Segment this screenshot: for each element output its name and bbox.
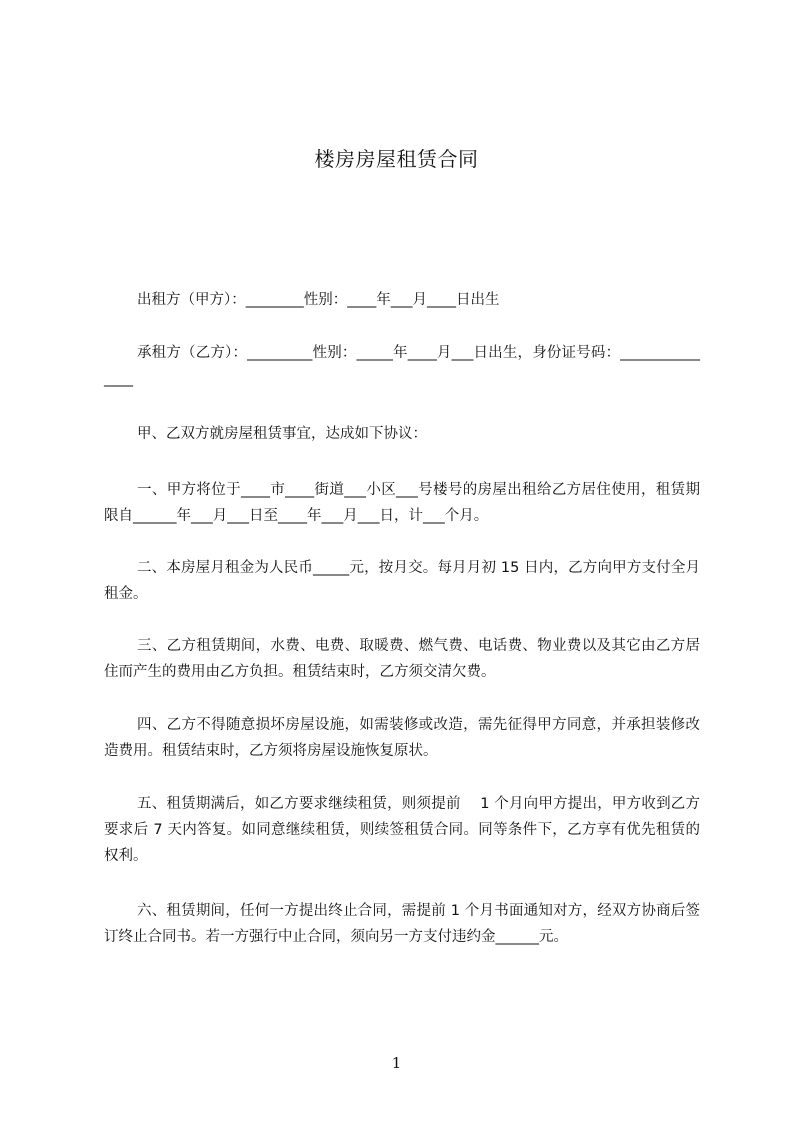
agreement-intro-paragraph: 甲、乙双方就房屋租赁事宜，达成如下协议： [137,426,427,442]
document-title: 楼房房屋租赁合同 [314,147,479,171]
clause-6-paragraph: 六、租赁期间，任何一方提出终止合同，需提前 1 个月书面通知对方，经双方协商后签订终止合同书。若一方强行中止合同，须向另一方支付违约金______元。 [104,903,700,945]
page-number: 1 [391,1054,402,1072]
clause-3-paragraph: 三、乙方租赁期间，水费、电费、取暖费、燃气费、电话费、物业费以及其它由乙方居住而产生的费用由乙方负担。租赁结束时，乙方须交清欠费。 [104,638,700,680]
clause-4-paragraph: 四、乙方不得随意损坏房屋设施，如需装修或改造，需先征得甲方同意，并承担装修改造费用。租赁结束时，乙方须将房屋设施恢复原状。 [104,717,700,759]
lessee-info-paragraph: 承租方（乙方）：_________性别：_____年____月___日出生，身份证号码：_______________ [104,345,700,387]
clause-2-paragraph: 二、本房屋月租金为人民币_____元，按月交。每月月初 15 日内，乙方向甲方支付全月租金。 [104,560,700,602]
clause-1-paragraph: 一、甲方将位于____市____街道___小区___号楼号的房屋出租给乙方居住使用，租赁期限自______年___月___日至____年___月___日，计___个月。 [104,482,700,524]
lessor-info-paragraph: 出租方（甲方）：________性别：____年___月____日出生 [137,292,500,308]
clause-5-paragraph: 五、租赁期满后，如乙方要求继续租赁，则须提前 1 个月向甲方提出，甲方收到乙方要求后 7 天内答复。如同意继续租赁，则续签租赁合同。同等条件下，乙方享有优先租赁的权利。 [104,796,700,864]
